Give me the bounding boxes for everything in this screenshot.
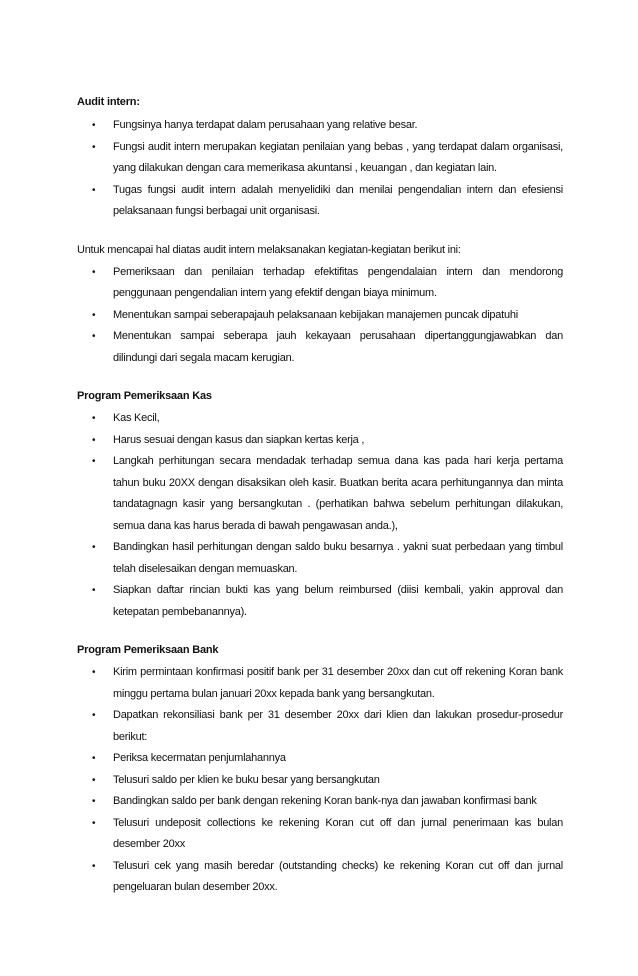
list-item: • Bandingkan hasil perhitungan dengan saldo buku besarnya . yakni suat perbedaan yang timbul telah diselesaikan dengan memuaskan.	[77, 537, 563, 580]
list-item: • Telusuri saldo per klien ke buku besar yang bersangkutan	[77, 770, 563, 792]
list-item: • Dapatkan rekonsiliasi bank per 31 desember 20xx dari klien dan lakukan prosedur-prosedur berikut:	[77, 705, 563, 748]
section-heading-pemeriksaan-kas: Program Pemeriksaan Kas	[77, 390, 212, 402]
list-item: • Telusuri cek yang masih beredar (outstanding checks) ke rekening Koran cut off dan jurnal pengeluaran bulan desember 20xx.	[77, 856, 563, 899]
bullet-icon: •	[92, 542, 96, 553]
bullet-icon: •	[92, 860, 96, 872]
bullet-icon: •	[92, 184, 96, 196]
pemeriksaan-kas-list	[77, 408, 563, 623]
list-item: • Periksa kecermatan penjumlahannya	[77, 748, 563, 770]
list-item: • Telusuri undeposit collections ke rekening Koran cut off dan jurnal penerimaan kas bulan desember 20xx	[77, 813, 563, 856]
bullet-icon: •	[92, 331, 96, 342]
kegiatan-list	[77, 262, 563, 370]
bullet-icon: •	[92, 796, 96, 807]
bullet-icon: •	[92, 710, 96, 721]
bullet-icon: •	[92, 266, 96, 278]
bullet-icon: •	[92, 120, 96, 131]
bullet-icon: •	[92, 774, 96, 786]
list-item: • Siapkan daftar rincian bukti kas yang belum reimbursed (diisi kembali, yakin approval dan ketepatan pembebanannya).	[77, 580, 563, 623]
list-item: • Menentukan sampai seberapa jauh kekayaan perusahaan dipertanggungjawabkan dan dilindungi dari segala macam kerugian.	[77, 326, 563, 369]
list-item: • Kas Kecil,	[77, 408, 563, 430]
list-item: • Bandingkan saldo per bank dengan rekening Koran bank-nya dan jawaban konfirmasi bank	[77, 791, 563, 813]
bullet-icon: •	[92, 667, 96, 678]
list-item: • Fungsi audit intern merupakan kegiatan penilaian yang bebas , yang terdapat dalam organisasi, yang dilakukan dengan cara memerikasa akuntansi , keuangan , dan kegiatan lain.	[77, 137, 563, 180]
list-item: • Menentukan sampai seberapajauh pelaksanaan kebijakan manajemen puncak dipatuhi	[77, 305, 563, 327]
list-item: • Harus sesuai dengan kasus dan siapkan kertas kerja ,	[77, 430, 563, 452]
bullet-icon: •	[92, 817, 96, 829]
section-heading-audit-intern: Audit intern:	[77, 96, 140, 108]
audit-intern-list	[77, 115, 563, 223]
list-item: • Tugas fungsi audit intern adalah menyelidiki dan menilai pengendalian intern dan efesiensi pelaksanaan fungsi berbagai unit organisasi.	[77, 180, 563, 223]
list-item: • Langkah perhitungan secara mendadak terhadap semua dana kas pada hari kerja pertama tahun buku 20XX dengan disaksikan oleh kasir. Buatkan berita acara perhitungannya dan minta tandatagnagn kasir yang bersangkutan . (perhatikan bahwa sebelum perhitungan dilakukan, semua dana kas harus berada di bawah pengawasan anda.),	[77, 451, 563, 537]
pemeriksaan-bank-list	[77, 662, 563, 899]
document-page	[77, 94, 563, 899]
list-item: • Pemeriksaan dan penilaian terhadap efektifitas pengendalaian intern dan mendorong penggunaan pengendalian intern yang efektif dengan biaya minimum.	[77, 262, 563, 305]
intro-paragraph: Untuk mencapai hal diatas audit intern melaksanakan kegiatan-kegiatan berikut ini:	[77, 243, 461, 256]
bullet-icon: •	[92, 456, 96, 467]
bullet-icon: •	[92, 753, 96, 764]
section-heading-pemeriksaan-bank: Program Pemeriksaan Bank	[77, 644, 219, 656]
bullet-icon: •	[92, 585, 96, 596]
bullet-icon: •	[92, 309, 96, 321]
list-item: • Fungsinya hanya terdapat dalam perusahaan yang relative besar.	[77, 115, 563, 137]
bullet-icon: •	[92, 434, 96, 446]
bullet-icon: •	[92, 141, 96, 153]
bullet-icon: •	[92, 413, 96, 424]
list-item: • Kirim permintaan konfirmasi positif bank per 31 desember 20xx dan cut off rekening Koran bank minggu pertama bulan januari 20xx kepada bank yang bersangkutan.	[77, 662, 563, 705]
